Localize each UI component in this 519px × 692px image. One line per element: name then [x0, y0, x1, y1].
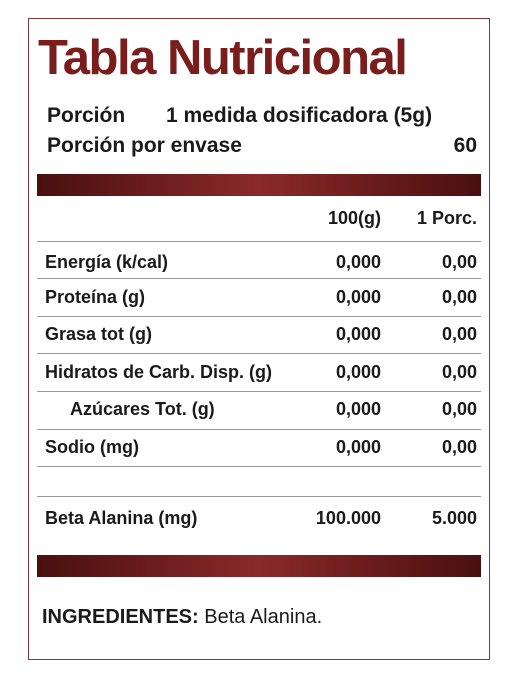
per-container-label: Porción por envase — [47, 134, 242, 157]
table-row — [0, 287, 519, 317]
table-row — [0, 399, 519, 429]
page-title: Tabla Nutricional — [38, 31, 407, 85]
row-value-portion: 0,00 — [441, 399, 477, 419]
header-per-100g: 100(g) — [327, 208, 381, 228]
portion-value-wrap — [166, 104, 432, 128]
divider-line — [37, 391, 481, 392]
ingredients-line — [42, 606, 322, 629]
row-value-100g: 0,000 — [335, 287, 381, 307]
divider-line — [37, 496, 481, 497]
divider-line — [37, 241, 481, 242]
row-value-100g: 0,000 — [335, 252, 381, 272]
table-row — [0, 437, 519, 467]
row-label: Energía (k/cal) — [45, 252, 169, 272]
ingredients-label: INGREDIENTES: — [42, 606, 199, 628]
row-value-100g: 0,000 — [335, 437, 381, 457]
portion-value: 1 medida dosificadora (5g) — [166, 104, 433, 127]
per-container-value: 60 — [453, 134, 477, 157]
row-label: Azúcares Tot. (g) — [70, 399, 215, 419]
row-label: Proteína (g) — [45, 287, 146, 307]
row-value-portion: 0,00 — [441, 287, 477, 307]
row-value-portion: 0,00 — [441, 252, 477, 272]
row-value-100g: 0,000 — [335, 324, 381, 344]
row-value-100g: 100.000 — [315, 508, 381, 528]
table-row — [0, 362, 519, 392]
row-label: Beta Alanina (mg) — [45, 508, 198, 528]
row-value-portion: 5.000 — [431, 508, 477, 528]
row-label: Sodio (mg) — [45, 437, 139, 457]
ingredients-value: Beta Alanina. — [204, 606, 323, 628]
bottom-divider-bar — [37, 555, 481, 577]
row-value-portion: 0,00 — [441, 362, 477, 382]
portion-label: Porción — [47, 104, 126, 127]
table-row — [0, 324, 519, 354]
top-divider-bar — [37, 174, 481, 196]
row-label: Hidratos de Carb. Disp. (g) — [45, 362, 273, 382]
serving-per-container-row — [47, 134, 242, 158]
divider-line — [37, 316, 481, 317]
row-label: Grasa tot (g) — [45, 324, 153, 344]
header-per-portion: 1 Porc. — [416, 208, 477, 228]
serving-portion-row — [47, 104, 125, 128]
row-value-100g: 0,000 — [335, 362, 381, 382]
row-value-portion: 0,00 — [441, 324, 477, 344]
divider-line — [37, 278, 481, 279]
divider-line — [37, 429, 481, 430]
divider-line — [37, 466, 481, 467]
table-header-row — [0, 208, 519, 238]
per-container-value-wrap — [454, 134, 477, 158]
table-row — [0, 508, 519, 538]
divider-line — [37, 353, 481, 354]
row-value-portion: 0,00 — [441, 437, 477, 457]
row-value-100g: 0,000 — [335, 399, 381, 419]
